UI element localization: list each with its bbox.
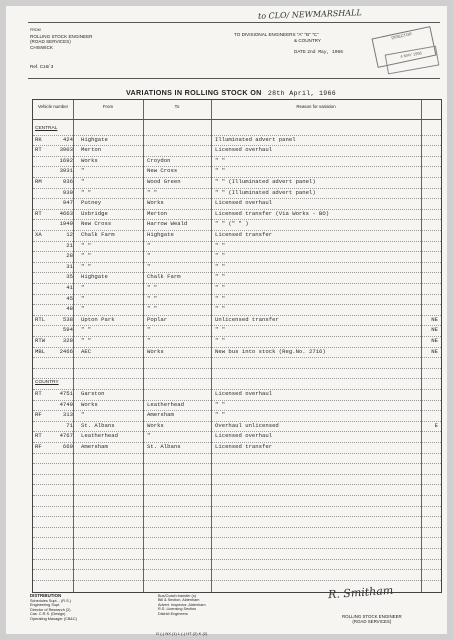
variation-reason: " " (Illuminated advert panel)	[215, 178, 316, 185]
to-block	[234, 32, 343, 56]
vehicle-number: 12	[66, 231, 73, 238]
variation-reason: Overhaul unlicensed	[215, 421, 279, 429]
to-location: Croydon	[147, 156, 171, 164]
distribution-item: Engineering Supt.	[30, 603, 61, 608]
to-line-2: & COUNTRY	[294, 38, 321, 43]
table-row	[33, 294, 441, 304]
document-title	[126, 88, 336, 97]
table-row	[33, 304, 441, 314]
received-stamp: DIRECTOR	[372, 26, 437, 68]
from-location: Garston	[81, 390, 105, 397]
vehicle-number: 930	[62, 188, 73, 196]
section-heading: COUNTRY	[35, 380, 59, 386]
document-sheet	[6, 6, 447, 634]
table-row	[33, 209, 441, 219]
vehicle-fleet-code: RTW	[35, 337, 46, 344]
from-location: " "	[81, 337, 92, 344]
col-header-from: From	[73, 100, 143, 120]
from-location: " "	[81, 252, 92, 260]
row-rule	[33, 463, 441, 464]
vehicle-number: 28	[66, 252, 73, 260]
table-row	[33, 241, 441, 251]
variation-reason: " "	[215, 284, 226, 291]
variation-reason: " "	[215, 326, 226, 334]
vehicle-number: 45	[66, 294, 73, 302]
from-location: Uxbridge	[81, 209, 108, 217]
from-location: Putney	[81, 199, 102, 207]
to-location: Harrow Weald	[147, 220, 188, 228]
to-line-1: TO DIVISIONAL ENGINEERS "A" "B" "C"	[234, 32, 319, 37]
variation-reason: " " (" " )	[215, 220, 249, 228]
table-row	[33, 230, 441, 240]
from-location: "	[81, 411, 85, 419]
from-location: St. Albans	[81, 421, 115, 429]
from-line-1: ROLLING STOCK ENGINEER	[30, 33, 93, 39]
row-rule	[33, 537, 441, 538]
vehicle-fleet-code: RT	[35, 209, 42, 217]
table-row	[33, 198, 441, 208]
row-rule	[33, 474, 441, 475]
distribution-title: DISTRIBUTION	[30, 593, 62, 598]
table-row	[33, 135, 441, 145]
from-location: AEC	[81, 347, 92, 355]
variation-reason: " "	[215, 241, 226, 249]
vehicle-number: 4749	[59, 400, 73, 408]
to-location: "	[147, 252, 151, 260]
variation-reason: " "	[215, 262, 226, 270]
variation-reason: " "	[215, 156, 226, 164]
from-location: " "	[81, 241, 92, 249]
vehicle-number: 947	[62, 199, 73, 207]
ref-number: 3	[50, 64, 54, 69]
table-row	[33, 283, 441, 293]
distribution-item: Operating Manager (CB&C)	[30, 616, 77, 621]
table-row	[33, 410, 441, 420]
to-location: Chalk Farm	[147, 273, 181, 281]
from-label: FROM	[30, 28, 41, 32]
vehicle-fleet-code: RTL	[35, 315, 46, 323]
row-rule	[33, 516, 441, 517]
from-location: Highgate	[81, 135, 108, 143]
vehicle-fleet-code: RT	[35, 390, 42, 397]
variation-reason: " "	[215, 411, 226, 419]
date-value: 2nd May, 1966	[307, 50, 344, 55]
variations-table	[32, 99, 442, 593]
row-rule	[33, 484, 441, 485]
variation-reason: " "	[215, 252, 226, 260]
table-row	[33, 145, 441, 155]
col-header-reason: Reason for variation	[211, 100, 421, 120]
table-row	[33, 166, 441, 176]
variation-reason: Licensed transfer (Via Works - BO)	[215, 209, 330, 217]
handwritten-routing-note: to CLO/ NEWMARSHALL	[257, 8, 362, 21]
from-block	[30, 28, 92, 50]
from-location: Merton	[81, 146, 102, 154]
to-location: St. Albans	[147, 443, 181, 450]
from-line-3: CHISWICK	[30, 44, 53, 50]
header-rule	[28, 78, 440, 79]
reference	[30, 64, 53, 69]
to-location: "	[147, 432, 151, 440]
distribution-item: Director of Research (2)	[30, 607, 71, 612]
vehicle-number: 71	[66, 421, 73, 429]
row-rule	[33, 453, 441, 454]
distribution-item: Schedules Supt. - (R.S.)	[30, 598, 71, 603]
vehicle-number: 3931	[59, 167, 73, 175]
vehicle-fleet-code: RF	[35, 443, 42, 450]
division-code: NE	[431, 326, 438, 334]
vehicle-number: 4751	[59, 390, 73, 397]
vehicle-number: 41	[66, 284, 73, 291]
vehicle-number: 2466	[59, 347, 73, 355]
vehicle-number: 313	[62, 411, 73, 419]
section-heading-row	[33, 378, 441, 388]
vehicle-number: 21	[66, 241, 73, 249]
to-location: Works	[147, 421, 164, 429]
table-row	[33, 251, 441, 261]
from-location: "	[81, 305, 85, 313]
table-row	[33, 442, 441, 452]
to-location: Poplar	[147, 315, 168, 323]
col-header-to: To	[143, 100, 211, 120]
from-location: Amersham	[81, 443, 108, 450]
row-rule	[33, 548, 441, 549]
variation-reason: " "	[215, 305, 226, 313]
to-location: " "	[147, 188, 158, 196]
table-row	[33, 262, 441, 272]
variation-reason: " "	[215, 337, 226, 344]
from-location: Works	[81, 156, 98, 164]
vehicle-number: 4767	[59, 432, 73, 440]
variation-reason: " "	[215, 167, 226, 175]
distribution-item: District Engineers	[158, 611, 188, 616]
to-location: " "	[147, 305, 158, 313]
vehicle-number: 328	[62, 337, 73, 344]
distribution-codes: G (-) NX (1) L (-) HT (2) K (2)	[156, 631, 208, 636]
table-row	[33, 389, 441, 399]
from-location: "	[81, 294, 85, 302]
variation-reason: Licensed overhaul	[215, 146, 273, 154]
vehicle-number: 31	[66, 262, 73, 270]
vehicle-number: 1949	[59, 220, 73, 228]
variation-reason: Licensed overhaul	[215, 390, 273, 397]
table-row	[33, 347, 441, 357]
vehicle-fleet-code: MBL	[35, 347, 46, 355]
date-label: DATE	[294, 49, 306, 54]
to-location: Highgate	[147, 231, 174, 238]
to-location: "	[147, 337, 151, 344]
signatory-title: ROLLING STOCK ENGINEER	[342, 614, 402, 619]
to-location: Leatherhead	[147, 400, 184, 408]
variation-reason: " "	[215, 273, 226, 281]
to-location: "	[147, 326, 151, 334]
signatory-subtitle: (ROAD SERVICES)	[352, 619, 392, 624]
table-row	[33, 188, 441, 198]
distribution-block	[30, 594, 77, 622]
variation-reason: Licensed overhaul	[215, 432, 273, 440]
date-stamp: 4 MAY 1966	[385, 46, 440, 75]
vehicle-number: 4663	[59, 209, 73, 217]
col-header-vehicle: Vehicle number	[33, 100, 73, 120]
vehicle-number: 1692	[59, 156, 73, 164]
to-location: "	[147, 241, 151, 249]
to-location: Works	[147, 347, 164, 355]
table-row	[33, 219, 441, 229]
division-code: E	[434, 421, 438, 429]
row-rule	[33, 495, 441, 496]
from-location: New Cross	[81, 220, 112, 228]
signature: R. Smitham	[327, 583, 394, 602]
to-location: Wood Green	[147, 178, 181, 185]
col-header-code	[421, 100, 441, 120]
from-line-2: (ROAD SERVICES)	[30, 39, 71, 45]
section-heading: CENTRAL	[35, 126, 58, 131]
row-rule	[33, 580, 441, 581]
vehicle-fleet-code: RK	[35, 135, 42, 143]
ref-label: Ref. C16/	[30, 64, 50, 69]
vehicle-number: 35	[66, 273, 73, 281]
variation-reason: Licensed transfer	[215, 231, 273, 238]
variation-reason: Illuminated advert panel	[215, 135, 296, 143]
from-location: Leatherhead	[81, 432, 118, 440]
row-rule	[33, 506, 441, 507]
row-rule	[33, 569, 441, 570]
vehicle-fleet-code: RT	[35, 146, 42, 154]
division-code: NE	[431, 315, 438, 323]
signatory-block	[342, 614, 402, 624]
vehicle-number: 424	[62, 135, 73, 143]
to-location: " "	[147, 284, 158, 291]
from-location: Chalk Farm	[81, 231, 115, 238]
variation-reason: New bus into stock (Reg.No. 2716)	[215, 347, 326, 355]
vehicle-number: 594	[62, 326, 73, 334]
to-location: New Cross	[147, 167, 178, 175]
variation-reason: Unlicensed transfer	[215, 315, 279, 323]
table-row	[33, 156, 441, 166]
table-row	[33, 177, 441, 187]
distribution-item: Bill & Section, Aldenham	[158, 598, 200, 603]
vehicle-fleet-code: XA	[35, 231, 42, 238]
distribution-item: R.S. Licensing Section	[158, 607, 197, 612]
table-row	[33, 400, 441, 410]
from-location: Upton Park	[81, 315, 115, 323]
table-row	[33, 431, 441, 441]
vehicle-number: 538	[62, 315, 73, 323]
variation-reason: " "	[215, 294, 226, 302]
row-rule	[33, 357, 441, 358]
distribution-item: Advert. Inspector, Aldenham	[158, 602, 206, 607]
from-location: "	[81, 178, 85, 185]
row-rule	[33, 527, 441, 528]
title-text: VARIATIONS IN ROLLING STOCK ON	[126, 88, 262, 97]
vehicle-number: 3903	[59, 146, 73, 154]
variation-reason: Licensed overhaul	[215, 199, 273, 207]
top-rule	[28, 22, 440, 23]
table-row	[33, 336, 441, 346]
to-location: " "	[147, 294, 158, 302]
from-location: " "	[81, 262, 92, 270]
division-code: NE	[431, 347, 438, 355]
from-location: Works	[81, 400, 98, 408]
from-location: " "	[81, 326, 92, 334]
from-location: "	[81, 284, 85, 291]
to-location: "	[147, 262, 151, 270]
table-row	[33, 315, 441, 325]
from-location: Highgate	[81, 273, 108, 281]
vehicle-number: 669	[62, 443, 73, 450]
vehicle-fleet-code: RF	[35, 411, 42, 419]
vehicle-fleet-code: RM	[35, 178, 42, 185]
distribution-item: Cas. C.R.S. (Design)	[30, 612, 66, 617]
variation-reason: " " (Illuminated advert panel)	[215, 188, 316, 196]
distribution-item: Bus/Coach transfer (s)	[158, 594, 196, 598]
vehicle-number: 48	[66, 305, 73, 313]
section-heading-row	[33, 124, 441, 134]
row-rule	[33, 559, 441, 560]
vehicle-number: 936	[62, 178, 73, 185]
title-date: 28th April, 1966	[267, 90, 337, 97]
from-location: "	[81, 167, 85, 175]
row-rule	[33, 368, 441, 369]
table-row	[33, 421, 441, 431]
from-location: " "	[81, 188, 92, 196]
vehicle-fleet-code: RT	[35, 432, 42, 440]
variation-reason: " "	[215, 400, 226, 408]
table-row	[33, 272, 441, 282]
variation-reason: Licensed transfer	[215, 443, 273, 450]
to-location: Merton	[147, 209, 168, 217]
division-code: NE	[431, 337, 438, 344]
to-location: Works	[147, 199, 164, 207]
to-location: Amersham	[147, 411, 174, 419]
table-row	[33, 325, 441, 335]
date-line	[234, 49, 343, 56]
distribution-block-2	[158, 594, 206, 616]
